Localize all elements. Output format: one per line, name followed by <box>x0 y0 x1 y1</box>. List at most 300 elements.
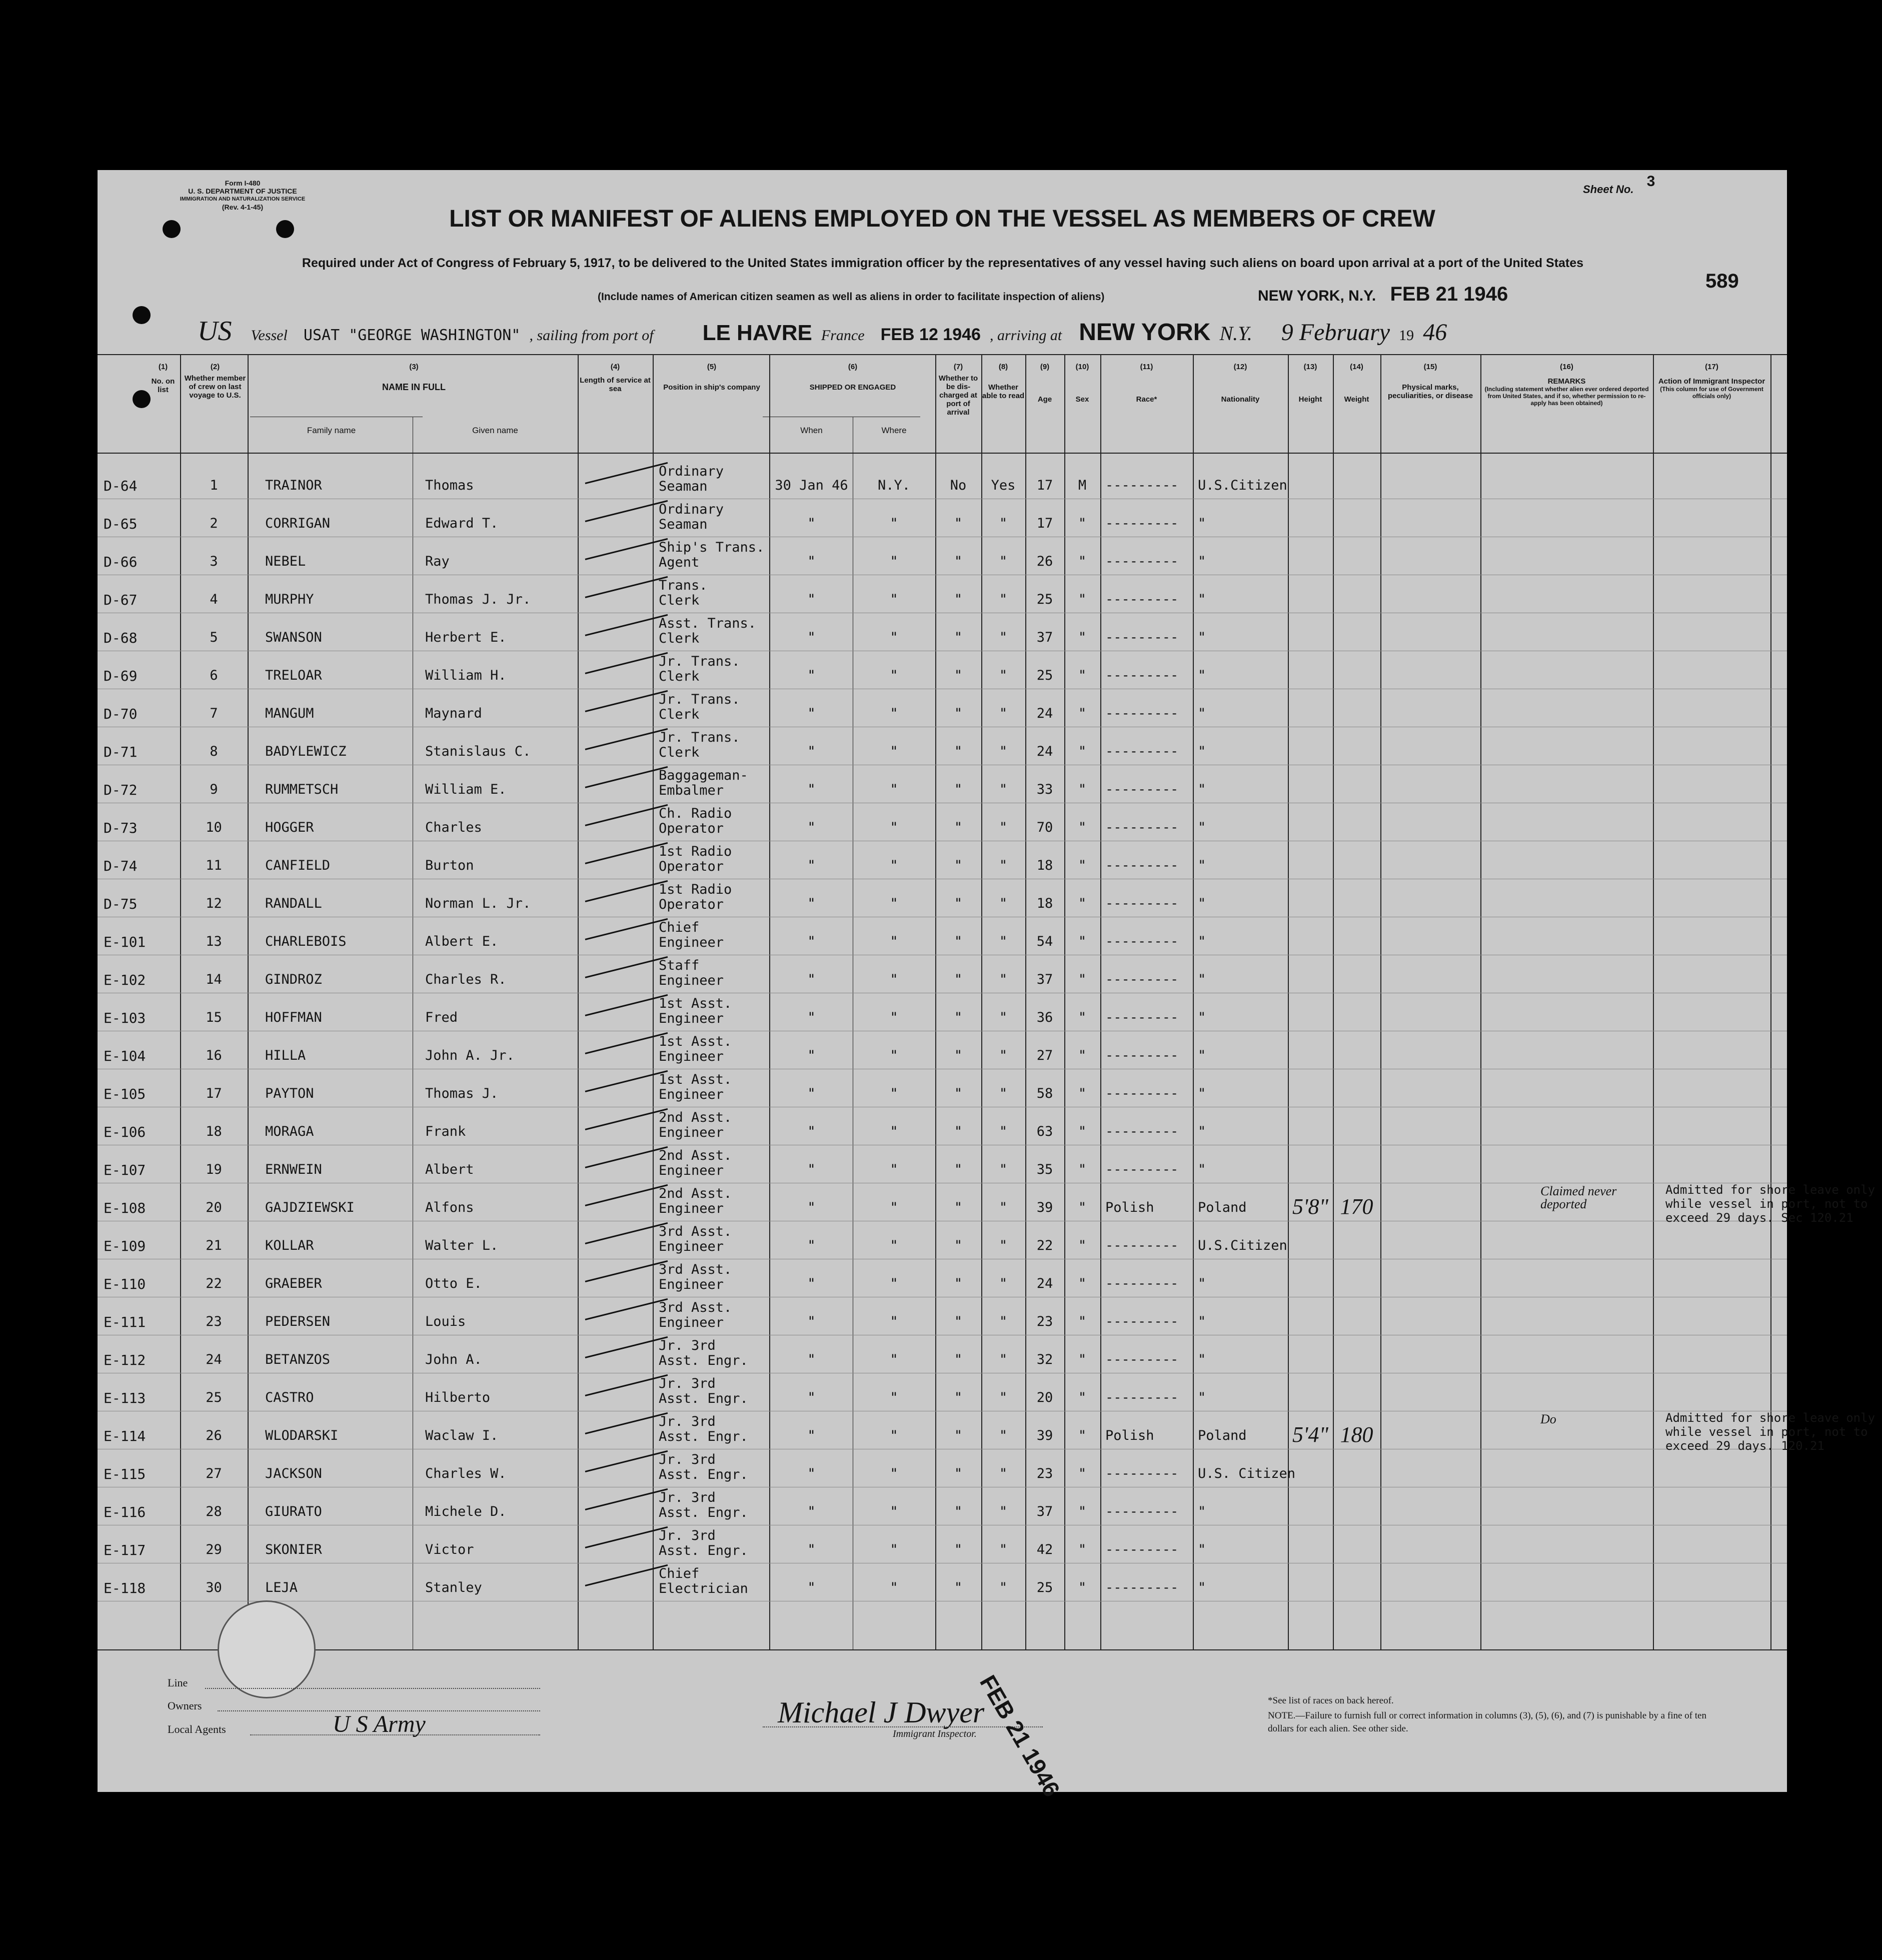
age: 39 <box>1036 1200 1053 1215</box>
table-top-rule <box>98 354 1787 355</box>
able-to-read: " <box>999 820 1008 835</box>
sex: " <box>1078 592 1087 607</box>
sex: " <box>1078 1048 1087 1063</box>
vessel-line <box>198 315 1447 347</box>
col-header-physical: (15) Physical marks, peculiarities, or disease <box>1387 363 1473 400</box>
discharged: " <box>954 1580 963 1595</box>
age: 70 <box>1036 820 1053 835</box>
row-ref: D-72 <box>104 782 138 798</box>
year-prefix: 19 <box>1399 327 1414 344</box>
race: --------- <box>1105 592 1179 607</box>
discharged: " <box>954 1200 963 1215</box>
given-name: Otto E. <box>425 1276 482 1291</box>
position-line2: Electrician <box>659 1581 748 1596</box>
age: 25 <box>1036 592 1053 607</box>
column-rule <box>180 355 181 1650</box>
discharged: " <box>954 592 963 607</box>
nationality: " <box>1198 706 1206 721</box>
given-name: Thomas J. Jr. <box>425 592 531 607</box>
given-name: Herbert E. <box>425 630 507 645</box>
family-name: PEDERSEN <box>265 1314 331 1329</box>
row-number: 3 <box>210 554 218 569</box>
arriving-label: , arriving at <box>990 327 1062 344</box>
age: 24 <box>1036 744 1053 759</box>
column-rule <box>1193 355 1194 1650</box>
age: 23 <box>1036 1314 1053 1329</box>
shipped-where: " <box>890 1162 898 1177</box>
vessel-prefix: US <box>198 316 232 347</box>
shipped-when: " <box>807 1428 816 1443</box>
row-ref: D-64 <box>104 478 138 494</box>
family-name: SWANSON <box>265 630 322 645</box>
family-name: HOFFMAN <box>265 1010 322 1025</box>
col-header-when: When <box>800 426 823 435</box>
given-name: Stanley <box>425 1580 482 1595</box>
received-stamp-top <box>1258 283 1508 306</box>
row-number: 23 <box>206 1314 222 1329</box>
age: 37 <box>1036 1504 1053 1519</box>
family-name: CANFIELD <box>265 858 331 873</box>
agents-value: U S Army <box>333 1711 426 1737</box>
position-line1: 1st Asst. <box>659 1034 732 1049</box>
agents-label: Local Agents <box>168 1723 226 1735</box>
remarks-note: Do <box>1540 1412 1556 1426</box>
family-name: BETANZOS <box>265 1352 331 1367</box>
nationality: " <box>1198 896 1206 911</box>
race: --------- <box>1105 782 1179 797</box>
sex: " <box>1078 1352 1087 1367</box>
shipped-when: " <box>807 554 816 569</box>
row-ref: E-114 <box>104 1428 146 1444</box>
shipped-where: " <box>890 1390 898 1405</box>
discharged: " <box>954 972 963 987</box>
weight: 170 <box>1340 1194 1373 1219</box>
service-mark <box>585 652 668 674</box>
discharged: " <box>954 782 963 797</box>
nationality: " <box>1198 782 1206 797</box>
row-number: 27 <box>206 1466 222 1481</box>
manifest-sheet <box>98 170 1875 1801</box>
column-rule <box>1064 355 1065 1650</box>
nationality: " <box>1198 1390 1206 1405</box>
row-ref: E-102 <box>104 972 146 988</box>
sex: " <box>1078 1086 1087 1101</box>
table-bottom-rule <box>98 1649 1787 1650</box>
position-line1: 1st Radio <box>659 882 732 897</box>
inspector-action-line: while vessel in port, not to <box>1665 1425 1868 1439</box>
agents-field <box>250 1734 540 1735</box>
service-mark <box>585 576 668 598</box>
position-line1: Jr. 3rd <box>659 1338 716 1353</box>
position-line1: 2nd Asst. <box>659 1186 732 1201</box>
position-line2: Agent <box>659 555 700 570</box>
discharged: " <box>954 934 963 949</box>
position-line1: Jr. Trans. <box>659 692 740 707</box>
given-name: Albert E. <box>425 934 499 949</box>
shipped-when: " <box>807 820 816 835</box>
shipped-where: " <box>890 1124 898 1139</box>
sex: " <box>1078 706 1087 721</box>
row-ref: E-110 <box>104 1276 146 1292</box>
year-value: 46 <box>1423 319 1447 346</box>
position-line1: Jr. 3rd <box>659 1414 716 1429</box>
position-line1: Jr. 3rd <box>659 1452 716 1467</box>
position-line1: 1st Asst. <box>659 996 732 1011</box>
family-name: MORAGA <box>265 1124 314 1139</box>
service-mark <box>585 956 668 978</box>
row-number: 21 <box>206 1238 222 1253</box>
shipped-when: " <box>807 1276 816 1291</box>
column-rule <box>1480 355 1481 1650</box>
discharged: " <box>954 1390 963 1405</box>
given-name: Stanislaus C. <box>425 744 531 759</box>
row-ref: D-66 <box>104 554 138 570</box>
col-header-race: (11) Race* <box>1136 363 1157 404</box>
race: --------- <box>1105 1162 1179 1177</box>
service-mark <box>585 1184 668 1206</box>
shipped-where: " <box>890 820 898 835</box>
race: --------- <box>1105 1314 1179 1329</box>
col-header-age: (9) Age <box>1037 363 1052 404</box>
sex: " <box>1078 630 1087 645</box>
age: 18 <box>1036 858 1053 873</box>
family-name: WLODARSKI <box>265 1428 339 1443</box>
given-name: William E. <box>425 782 507 797</box>
nationality: " <box>1198 1352 1206 1367</box>
given-name: Edward T. <box>425 516 499 531</box>
column-rule <box>653 355 654 1650</box>
sex: M <box>1078 478 1087 493</box>
position-line2: Asst. Engr. <box>659 1429 748 1444</box>
column-rule <box>1380 355 1381 1650</box>
discharged: " <box>954 1314 963 1329</box>
service-mark <box>585 1222 668 1244</box>
row-ref: E-115 <box>104 1466 146 1482</box>
include-note: (Include names of American citizen seamen as well as aliens in order to facilitate inspection of aliens) <box>598 291 1105 303</box>
discharged: " <box>954 1124 963 1139</box>
able-to-read: " <box>999 782 1008 797</box>
position-line1: Ordinary <box>659 502 724 517</box>
age: 35 <box>1036 1162 1053 1177</box>
row-ref: E-104 <box>104 1048 146 1064</box>
given-name: Thomas <box>425 478 474 493</box>
row-ref: E-103 <box>104 1010 146 1026</box>
family-name: KOLLAR <box>265 1238 314 1253</box>
race: --------- <box>1105 1466 1179 1481</box>
race: --------- <box>1105 1238 1179 1253</box>
row-ref: D-71 <box>104 744 138 760</box>
age: 22 <box>1036 1238 1053 1253</box>
shipped-where: " <box>890 668 898 683</box>
age: 25 <box>1036 668 1053 683</box>
sex: " <box>1078 1124 1087 1139</box>
family-name: MANGUM <box>265 706 314 721</box>
vessel-name: USAT "GEORGE WASHINGTON" <box>303 327 521 344</box>
position-line2: Clerk <box>659 631 700 646</box>
able-to-read: " <box>999 1504 1008 1519</box>
discharged: " <box>954 820 963 835</box>
nationality: " <box>1198 1542 1206 1557</box>
race: --------- <box>1105 972 1179 987</box>
age: 20 <box>1036 1390 1053 1405</box>
given-name: Fred <box>425 1010 458 1025</box>
nationality: Poland <box>1198 1200 1247 1215</box>
shipped-when: " <box>807 668 816 683</box>
sex: " <box>1078 1428 1087 1443</box>
race: --------- <box>1105 1010 1179 1025</box>
shipped-where: " <box>890 972 898 987</box>
service-mark <box>585 462 668 484</box>
shipped-where: " <box>890 744 898 759</box>
column-rule <box>769 355 770 1650</box>
age: 39 <box>1036 1428 1053 1443</box>
sex: " <box>1078 1390 1087 1405</box>
discharged: " <box>954 1276 963 1291</box>
able-to-read: " <box>999 1238 1008 1253</box>
received-stamp-bottom: FEB 21 1946 <box>975 1670 1065 1801</box>
sheet-value: 3 <box>1646 173 1655 190</box>
position-line1: 2nd Asst. <box>659 1148 732 1163</box>
race: --------- <box>1105 516 1179 531</box>
shipped-when: " <box>807 1124 816 1139</box>
able-to-read: " <box>999 896 1008 911</box>
sex: " <box>1078 1542 1087 1557</box>
given-name: Thomas J. <box>425 1086 499 1101</box>
shipped-when: " <box>807 1086 816 1101</box>
nationality: " <box>1198 1162 1206 1177</box>
col-header-last-voyage: (2) Whether member of crew on last voyage to U.S. <box>184 363 246 400</box>
race: --------- <box>1105 668 1179 683</box>
able-to-read: " <box>999 630 1008 645</box>
service-mark <box>585 1450 668 1472</box>
race: --------- <box>1105 1352 1179 1367</box>
shipped-where: " <box>890 516 898 531</box>
discharged: " <box>954 1504 963 1519</box>
age: 37 <box>1036 630 1053 645</box>
shipped-when: " <box>807 1390 816 1405</box>
row-number: 26 <box>206 1428 222 1443</box>
col-header-height: (13) Height <box>1298 363 1322 404</box>
sex: " <box>1078 1580 1087 1595</box>
position-line2: Seaman <box>659 479 708 494</box>
row-number: 29 <box>206 1542 222 1557</box>
age: 37 <box>1036 972 1053 987</box>
discharged: " <box>954 516 963 531</box>
position-line2: Operator <box>659 859 724 874</box>
discharged: " <box>954 554 963 569</box>
shipped-when: " <box>807 1352 816 1367</box>
nationality: U.S.Citizen <box>1198 478 1287 493</box>
position-line1: Baggageman- <box>659 768 748 783</box>
shipped-where: " <box>890 1580 898 1595</box>
able-to-read: " <box>999 592 1008 607</box>
sex: " <box>1078 820 1087 835</box>
race: --------- <box>1105 820 1179 835</box>
row-number: 11 <box>206 858 222 873</box>
shipped-where: " <box>890 1466 898 1481</box>
position-line2: Operator <box>659 821 724 836</box>
row-number: 5 <box>210 630 218 645</box>
col-header-sex: (10) Sex <box>1075 363 1089 404</box>
shipped-where: " <box>890 1542 898 1557</box>
family-name: HOGGER <box>265 820 314 835</box>
inspector-action-line: Admitted for shore leave only <box>1665 1411 1875 1425</box>
stamp-place: NEW YORK, N.Y. <box>1258 288 1376 304</box>
agency-line: U. S. DEPARTMENT OF JUSTICE <box>188 187 297 195</box>
nationality: " <box>1198 668 1206 683</box>
given-name: Waclaw I. <box>425 1428 499 1443</box>
service-mark <box>585 1108 668 1130</box>
row-number: 10 <box>206 820 222 835</box>
shipped-where: " <box>890 554 898 569</box>
service-mark <box>585 1298 668 1320</box>
col-header-discharged: (7) Whether to be dis-charged at port of arrival <box>938 363 978 417</box>
service-mark <box>585 1336 668 1358</box>
able-to-read: " <box>999 1200 1008 1215</box>
nationality: " <box>1198 744 1206 759</box>
race: --------- <box>1105 478 1179 493</box>
row-number: 22 <box>206 1276 222 1291</box>
nationality: " <box>1198 1048 1206 1063</box>
able-to-read: " <box>999 934 1008 949</box>
position-line2: Asst. Engr. <box>659 1353 748 1368</box>
nationality: " <box>1198 858 1206 873</box>
shipped-where: " <box>890 1010 898 1025</box>
col-header-read: (8) Whether able to read <box>982 363 1025 400</box>
position-line1: 1st Radio <box>659 844 732 859</box>
given-name: Burton <box>425 858 474 873</box>
discharged: No <box>950 478 967 493</box>
family-name: NEBEL <box>265 554 306 569</box>
able-to-read: " <box>999 1542 1008 1557</box>
race: --------- <box>1105 706 1179 721</box>
service-mark <box>585 1260 668 1282</box>
given-name: Alfons <box>425 1200 474 1215</box>
service-mark <box>585 1412 668 1434</box>
age: 33 <box>1036 782 1053 797</box>
position-line1: Asst. Trans. <box>659 616 757 631</box>
height: 5'4" <box>1292 1422 1328 1447</box>
service-mark <box>585 804 668 826</box>
document-number: 589 <box>1705 270 1739 292</box>
sex: " <box>1078 1504 1087 1519</box>
column-rule <box>248 355 249 1650</box>
sex: " <box>1078 1314 1087 1329</box>
position-line2: Embalmer <box>659 783 724 798</box>
given-name: Frank <box>425 1124 466 1139</box>
inspector-action-line: exceed 29 days. Sec 120.21 <box>1665 1211 1853 1225</box>
given-name: Victor <box>425 1542 474 1557</box>
col-header-given-name: Given name <box>472 426 518 435</box>
shipped-where: " <box>890 934 898 949</box>
race: --------- <box>1105 1580 1179 1595</box>
race: --------- <box>1105 1276 1179 1291</box>
nationality: " <box>1198 1124 1206 1139</box>
line-field <box>205 1688 540 1689</box>
col-header-remarks: (16) REMARKS (Including statement whether alien ever ordered deported from United States, and if so, whether permission to re-apply has been obtained) <box>1484 363 1649 407</box>
row-ref: D-70 <box>104 706 138 722</box>
col-header-shipped: (6) SHIPPED OR ENGAGED <box>809 363 896 392</box>
column-rule <box>1333 355 1334 1650</box>
able-to-read: " <box>999 1048 1008 1063</box>
position-line1: Ch. Radio <box>659 806 732 821</box>
family-name: GIURATO <box>265 1504 322 1519</box>
sheet-label: Sheet No. <box>1583 183 1634 196</box>
shipped-when: " <box>807 744 816 759</box>
age: 23 <box>1036 1466 1053 1481</box>
race: --------- <box>1105 630 1179 645</box>
position-line2: Engineer <box>659 973 724 988</box>
sex: " <box>1078 1466 1087 1481</box>
row-ref: E-108 <box>104 1200 146 1216</box>
position-line1: Jr. Trans. <box>659 654 740 669</box>
shipped-where: N.Y. <box>877 478 911 493</box>
row-number: 28 <box>206 1504 222 1519</box>
sex: " <box>1078 1238 1087 1253</box>
row-number: 12 <box>206 896 222 911</box>
able-to-read: " <box>999 1276 1008 1291</box>
form-number: Form I-480 <box>225 179 261 187</box>
nationality: " <box>1198 554 1206 569</box>
shipped-where: " <box>890 1086 898 1101</box>
nationality: " <box>1198 1010 1206 1025</box>
sex: " <box>1078 1010 1087 1025</box>
row-ref: D-73 <box>104 820 138 836</box>
shipped-when: " <box>807 782 816 797</box>
family-name: GAJDZIEWSKI <box>265 1200 355 1215</box>
nationality: Poland <box>1198 1428 1247 1443</box>
given-name: John A. Jr. <box>425 1048 515 1063</box>
row-number: 25 <box>206 1390 222 1405</box>
inspector-action-line: while vessel in port, not to <box>1665 1197 1868 1211</box>
row-ref: E-116 <box>104 1504 146 1520</box>
position-line2: Engineer <box>659 1277 724 1292</box>
service-mark <box>585 1564 668 1586</box>
col-header-position: (5) Position in ship's company <box>663 363 760 392</box>
discharged: " <box>954 1466 963 1481</box>
col-header-family-name: Family name <box>307 426 356 435</box>
departure-port: LE HAVRE <box>702 321 812 345</box>
able-to-read: " <box>999 554 1008 569</box>
requirement-text: Required under Act of Congress of February 5, 1917, to be delivered to the United States immigration officer by the representatives of any vessel having such aliens on board upon arrival at a port of the United States <box>302 256 1584 270</box>
family-name: TRELOAR <box>265 668 322 683</box>
race: --------- <box>1105 554 1179 569</box>
discharged: " <box>954 1086 963 1101</box>
age: 24 <box>1036 1276 1053 1291</box>
shipped-where: " <box>890 630 898 645</box>
row-ref: D-67 <box>104 592 138 608</box>
age: 25 <box>1036 1580 1053 1595</box>
discharged: " <box>954 1352 963 1367</box>
able-to-read: " <box>999 1390 1008 1405</box>
row-ref: E-101 <box>104 934 146 950</box>
position-line1: Ship's Trans. <box>659 540 765 555</box>
given-name: Michele D. <box>425 1504 507 1519</box>
row-number: 15 <box>206 1010 222 1025</box>
position-line2: Asst. Engr. <box>659 1505 748 1520</box>
position-line1: Ordinary <box>659 464 724 479</box>
race: --------- <box>1105 1124 1179 1139</box>
able-to-read: " <box>999 1124 1008 1139</box>
punch-hole <box>133 306 151 324</box>
age: 17 <box>1036 516 1053 531</box>
position-line1: Jr. 3rd <box>659 1376 716 1391</box>
position-line1: 3rd Asst. <box>659 1224 732 1239</box>
row-ref: E-111 <box>104 1314 146 1330</box>
given-name: Charles R. <box>425 972 507 987</box>
shipped-when: " <box>807 972 816 987</box>
race: --------- <box>1105 896 1179 911</box>
